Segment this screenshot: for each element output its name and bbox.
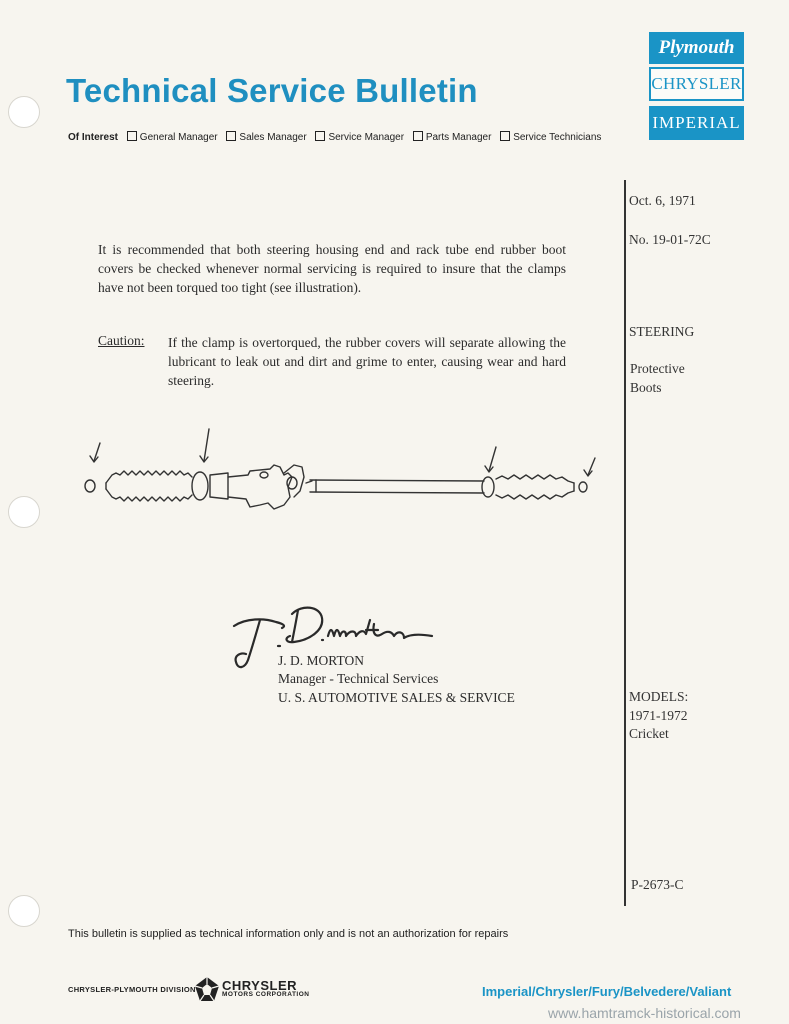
plymouth-badge: Plymouth — [649, 32, 744, 64]
checkbox-icon — [413, 131, 423, 141]
arrow-icon — [584, 458, 595, 476]
models-years: 1971-1972 — [629, 708, 688, 723]
bulletin-title: Technical Service Bulletin — [66, 72, 478, 109]
corporation-logo — [222, 978, 309, 998]
division-name: CHRYSLER-PLYMOUTH DIVISION — [68, 985, 196, 994]
steering-rack-illustration — [78, 425, 603, 525]
bulletin-category: STEERING — [629, 324, 695, 339]
imperial-badge: IMPERIAL — [649, 106, 744, 140]
pentastar-logo-icon — [194, 976, 220, 1002]
recipient-service-technicians: Service Technicians — [500, 132, 601, 143]
subject-line-1: Protective — [630, 361, 685, 376]
recipient-service-manager: Service Manager — [315, 132, 404, 143]
checkbox-icon — [315, 131, 325, 141]
arrow-icon — [90, 443, 100, 462]
binder-hole — [8, 496, 40, 528]
watermark: www.hamtramck-historical.com — [548, 1005, 741, 1021]
models-name: Cricket — [629, 726, 669, 741]
caution-text: If the clamp is overtorqued, the rubber covers will separate allowing the lubricant to leak out and dirt and grime to enter, causing wear and hard steering. — [168, 335, 566, 388]
checkbox-icon — [127, 131, 137, 141]
signer-name: J. D. MORTON — [278, 653, 364, 668]
binder-hole — [8, 96, 40, 128]
checkbox-icon — [500, 131, 510, 141]
signer-organization: U. S. AUTOMOTIVE SALES & SERVICE — [278, 690, 515, 705]
subject-line-2: Boots — [630, 380, 662, 395]
arrow-icon — [200, 429, 209, 462]
bulletin-date: Oct. 6, 1971 — [629, 193, 696, 208]
recipient-parts-manager: Parts Manager — [413, 132, 492, 143]
models-label: MODELS: — [629, 689, 689, 704]
of-interest-label: Of Interest — [68, 132, 119, 143]
bulletin-number: No. 19-01-72C — [629, 232, 711, 247]
column-divider — [624, 180, 626, 906]
caution-label: Caution: — [98, 333, 145, 348]
corporation-subtitle: MOTORS CORPORATION — [222, 991, 310, 998]
recipient-sales-manager: Sales Manager — [226, 132, 306, 143]
body-paragraph: It is recommended that both steering housing end and rack tube end rubber boot covers be checked whenever normal servicing is required to insure that the clamps have not been torqued too tight (see illustration). — [98, 242, 566, 295]
of-interest-row — [68, 131, 607, 143]
chrysler-badge: CHRYSLER — [649, 67, 744, 101]
checkbox-icon — [226, 131, 236, 141]
part-code: P-2673-C — [631, 877, 684, 892]
recipient-general-manager: General Manager — [127, 132, 218, 143]
binder-hole — [8, 895, 40, 927]
disclaimer: This bulletin is supplied as technical information only and is not an authorization for repairs — [68, 928, 509, 940]
corporation-name: CHRYSLER — [222, 978, 298, 993]
arrow-icon — [485, 447, 496, 472]
brand-list: Imperial/Chrysler/Fury/Belvedere/Valiant — [482, 984, 732, 999]
signer-title: Manager - Technical Services — [278, 671, 439, 686]
